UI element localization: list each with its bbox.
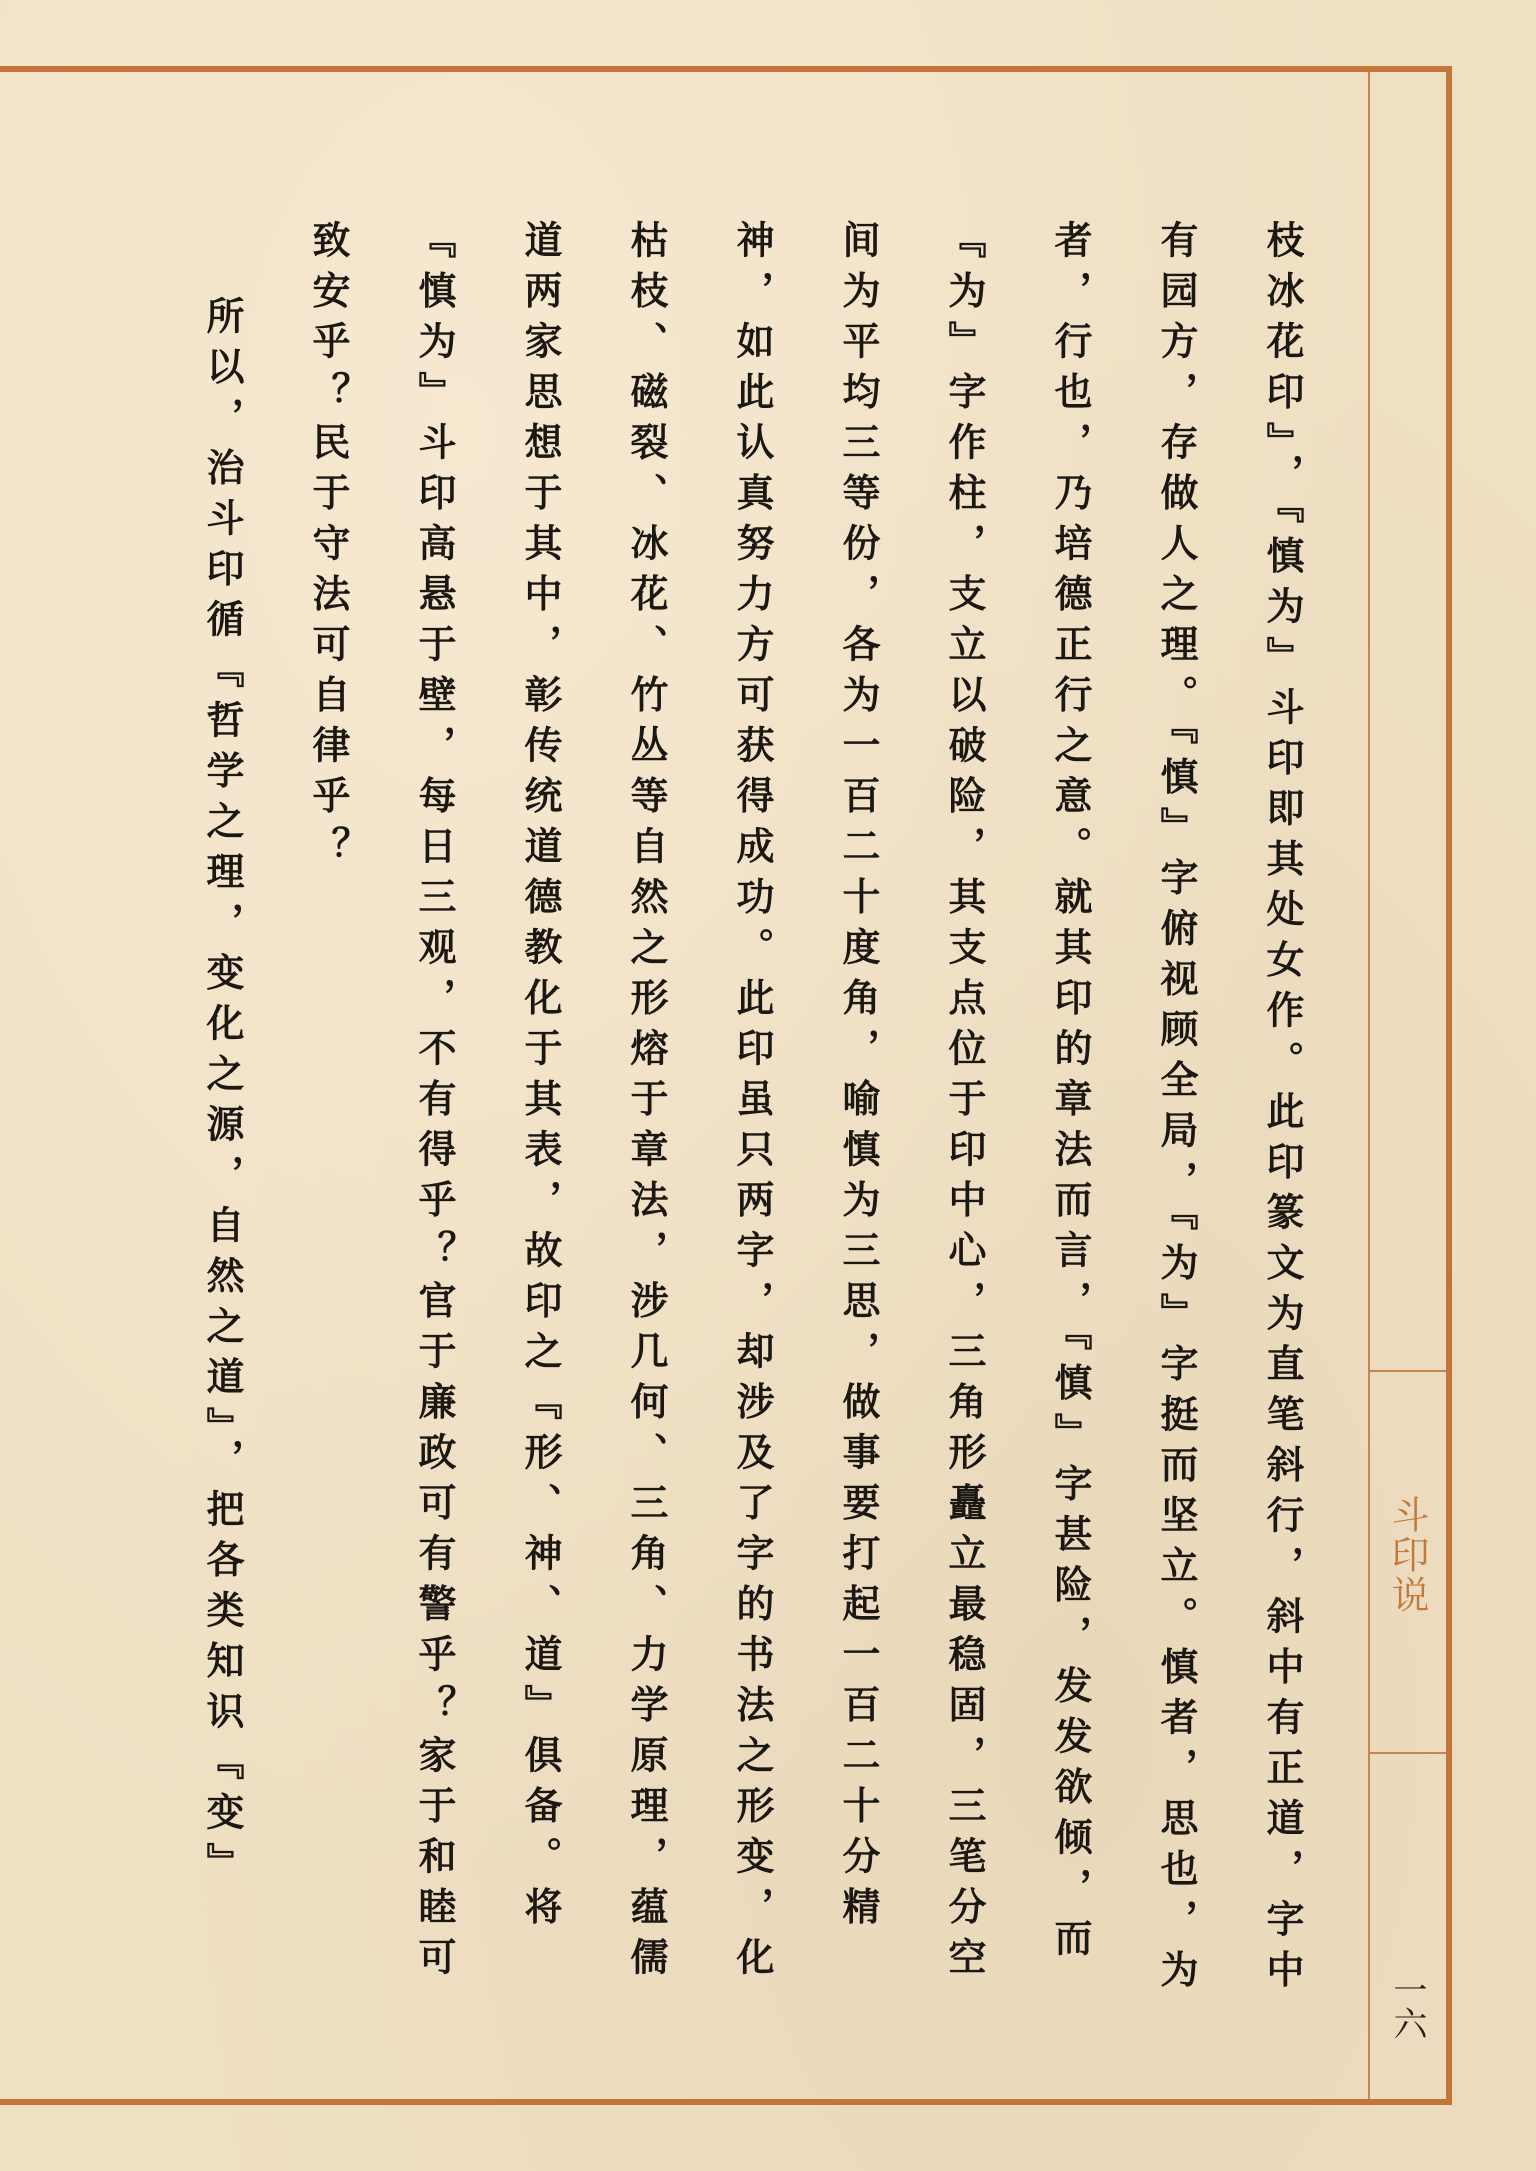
running-title: 斗印说 bbox=[1385, 1495, 1429, 1615]
frame-right-border bbox=[1446, 66, 1452, 2105]
frame-top-border bbox=[0, 66, 1452, 72]
paragraph-1: 枝冰花印』，『慎为』斗印即其处女作。此印篆文为直笔斜行，斜中有正道，字中有园方，存做人之理。『慎』字俯视顾全局，『为』字挺而坚立。慎者，思也，为者，行也，乃培德正行之意。就其印的章法而言，『慎』字甚险，发发欲倾，而『为』字作柱，支立以破险，其支点位于印中心，三角形矗立最稳固，三笔分空间为平均三等份，各为一百二十度角，喻慎为三思，做事要打起一百二十分精神，如此认真努力方可获得成功。此印虽只两字，却涉及了字的书法之形变，化枯枝、磁裂、冰花、竹丛等自然之形熔于章法，涉几何、三角、力学原理，蕴儒道两家思想于其中，彰传统道德教化于其表，故印之『形、神、道』俱备。将『慎为』斗印高悬于壁，每日三观，不有得乎？官于廉政可有警乎？家于和睦可致安乎？民于守法可自律乎？ bbox=[306, 220, 1304, 2000]
margin-title-top-rule bbox=[1368, 1370, 1446, 1372]
margin-divider-line bbox=[1368, 72, 1370, 2099]
page-number: 一六 bbox=[1387, 1972, 1427, 2040]
paragraph-2: 所以，治斗印循『哲学之理，变化之源，自然之道』，把各类知识『变』 bbox=[200, 296, 244, 1893]
body-text bbox=[200, 220, 1335, 2020]
frame-bottom-border bbox=[0, 2099, 1452, 2105]
margin-title-bottom-rule bbox=[1368, 1752, 1446, 1754]
